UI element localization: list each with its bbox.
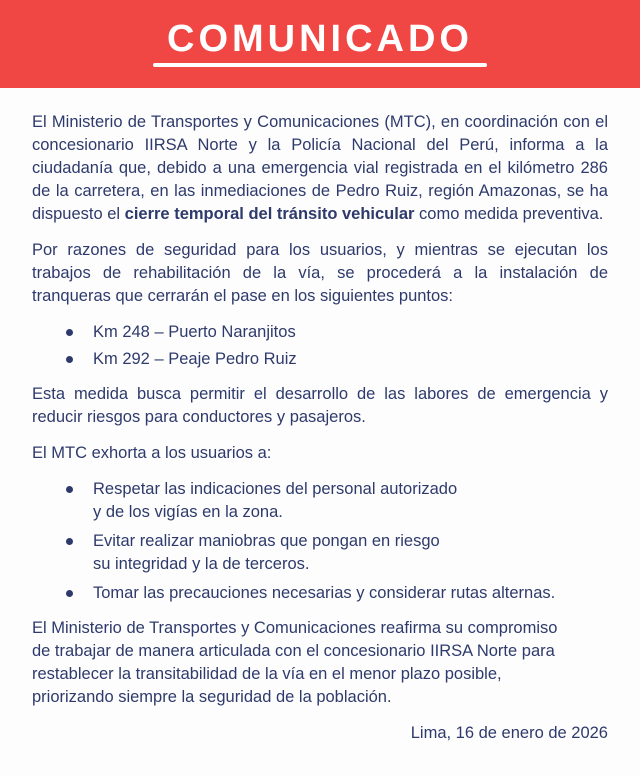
measure-paragraph: Esta medida busca permitir el desarrollo de las labores de emergencia y reducir riesgos para conductores y pasajeros.: [32, 385, 608, 426]
closing-line: restablecer la transitabilidad de la vía en el menor plazo posible,: [32, 665, 502, 683]
closure-point-text: Km 248 – Puerto Naranjitos: [93, 323, 296, 341]
closure-points-list: [32, 321, 608, 371]
recommendation-item: [32, 530, 608, 576]
bullet-dot: [66, 329, 73, 336]
intro-text-bold: cierre temporal del tránsito vehicular: [124, 205, 415, 223]
closing-line: El Ministerio de Transportes y Comunicaciones reafirma su compromiso: [32, 619, 558, 637]
bullet-dot: [66, 590, 73, 597]
recommendation-line: Respetar las indicaciones del personal autorizado: [93, 480, 458, 498]
title-underline: [153, 63, 487, 67]
intro-paragraph: [32, 111, 608, 226]
bullet-dot: [66, 356, 73, 363]
closure-point-item: [32, 348, 608, 371]
recommendation-line: su integridad y la de terceros.: [93, 555, 310, 573]
recommendations-list: [32, 478, 608, 605]
closing-line: de trabajar de manera articulada con el concesionario IIRSA Norte para: [32, 642, 555, 660]
security-paragraph: Por razones de seguridad para los usuarios, y mientras se ejecutan los trabajos de rehabilitación de la vía, se procederá a la instalación de tranqueras que cerrarán el pase en los siguientes puntos:: [32, 241, 608, 305]
bullet-dot: [66, 538, 73, 545]
closure-point-item: [32, 321, 608, 344]
closing-line: priorizando siempre la seguridad de la población.: [32, 688, 392, 706]
intro-text-pre: El Ministerio de Transportes y Comunicaciones (MTC), en coordinación con el concesionario IIRSA Norte y la Policía Nacional del Perú, informa a la ciudadanía que, debido a una emergencia vial registrada en el kilómetro 286 de la carretera, en las inmediaciones de Pedro Ruiz, región Amazonas, se ha dispuesto el: [32, 113, 608, 223]
recommendation-item: [32, 478, 608, 524]
comunicado-title: COMUNICADO: [167, 18, 473, 60]
header-band: [0, 0, 640, 88]
intro-text-post: como medida preventiva.: [414, 205, 604, 223]
recommendation-line: Tomar las precauciones necesarias y considerar rutas alternas.: [93, 584, 556, 602]
closing-paragraph: [32, 617, 608, 709]
date-line: Lima, 16 de enero de 2026: [410, 724, 608, 742]
recommendation-line: y de los vigías en la zona.: [93, 503, 283, 521]
recommendation-item: [32, 582, 608, 605]
exhort-heading: El MTC exhorta a los usuarios a:: [32, 444, 272, 462]
bullet-dot: [66, 486, 73, 493]
closure-point-text: Km 292 – Peaje Pedro Ruiz: [93, 350, 297, 368]
recommendation-line: Evitar realizar maniobras que pongan en riesgo: [93, 532, 440, 550]
body-content: [0, 88, 640, 745]
